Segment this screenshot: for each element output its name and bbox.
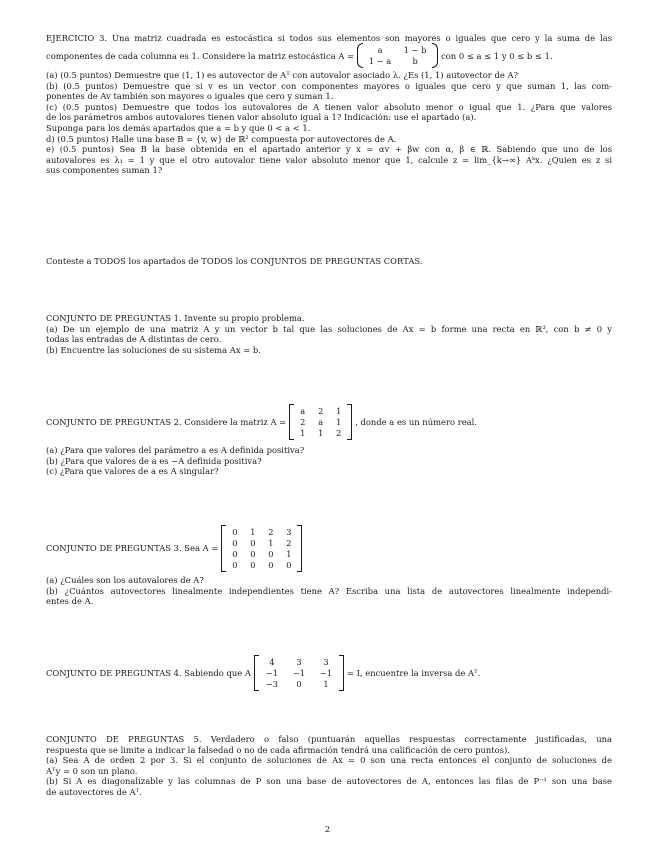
conjunto-3-item-b: (b) ¿Cuántos autovectores linealmente independientes tiene A? Escriba una lista de autovectores linealmente independi- [46,585,612,596]
conjunto-5-item-a-cont: Aᵀy = 0 son un plano. [46,765,138,776]
conjunto-2-item-b: (b) ¿Para que valores de a es −A definida positiva? [46,455,262,466]
stochastic-matrix [357,43,438,68]
conjunto-3-lead: CONJUNTO DE PREGUNTAS 3. Sea A = [46,543,219,553]
matrix-cell: 0 [250,559,256,570]
conjunto-3-item-a: (a) ¿Cuáles son los autovalores de A? [46,575,204,585]
ejercicio-3-item-a: (a) (0.5 puntos) Demuestre que (1, 1) es autovector de Aᵀ con autovalor asociado λ. ¿Es (1, 1) autovector de A? [46,70,518,80]
matrix-cell: a [300,406,306,416]
conjunto-4-matrix-row [46,653,480,693]
matrix-cell: 0 [232,548,238,559]
matrix-cell: 2 [300,417,306,427]
ejercicio-3-assumption: Suponga para los demás apartados que a = b y que 0 < a < 1. [46,122,311,133]
ejercicio-3-matrix-row [46,42,553,69]
matrix-cell: 0 [250,548,256,559]
conjunto-1 [46,313,612,355]
matrix-cell: 2 [286,537,292,548]
ejercicio-3-item-e-cont: autovalores es λ₁ = 1 y que el otro autovalor tiene valor absoluto menor que 1, calcule z = lim_{k→∞} Aᵏx. ¿Quien es z si [46,154,612,165]
conjunto-3-items [46,575,612,607]
matrix-given-3x3 [254,655,344,691]
ejercicio-3-item-b-cont: ponentes de Av también son mayores o iguales que cero y suman 1. [46,91,334,102]
matrix-cell: 2 [268,526,274,537]
matrix-cell: 0 [232,559,238,570]
conjunto-3-matrix-row [46,521,305,575]
conjunto-2-items [46,445,612,477]
conjunto-5-title: CONJUNTO DE PREGUNTAS 5. Verdadero o falso (puntuarán aquellas respuestas correctamente justificadas, una [46,734,612,744]
matrix-cell: 1 [336,417,342,427]
matrix-cell: 4 [269,657,275,667]
conjunto-1-item-a-cont: todas las entradas de A distintas de cero. [46,334,222,345]
conjunto-2-matrix-row [46,402,477,442]
ejercicio-3-intro-line-2: componentes de cada columna es 1. Considere la matriz estocástica A = [46,50,355,61]
instruccion [46,256,612,267]
matrix-a-4x4 [221,525,302,572]
page-number: 2 [324,824,331,834]
matrix-cell: b [412,56,418,66]
matrix-cell: 0 [268,548,274,559]
ejercicio-3-item-e: e) (0.5 puntos) Sea B la base obtenida en el apartado anterior y x = αv + βw con α, β ∈ ℝ. Sabiendo que uno de los [46,144,612,155]
matrix-cell: 0 [250,537,256,548]
matrix-cell: 1 [250,526,256,537]
matrix-cell: 3 [296,657,302,667]
matrix-cell: 2 [336,428,342,438]
conjunto-5 [46,734,612,798]
matrix-cell: 1 − b [403,45,427,55]
matrix-cell: 1 [268,537,274,548]
conjunto-3-item-b-cont: entes de A. [46,596,94,607]
conjunto-1-item-b: (b) Encuentre las soluciones de su sistema Ax = b. [46,344,261,355]
conjunto-4-lead: CONJUNTO DE PREGUNTAS 4. Sabiendo que A [46,668,251,678]
instruccion-text: Conteste a TODOS los apartados de TODOS los CONJUNTOS DE PREGUNTAS CORTAS. [46,256,423,266]
matrix-cell: 1 − a [368,56,392,66]
matrix-cell: 3 [286,526,292,537]
ejercicio-3-item-d: d) (0.5 puntos) Halle una base B = {v, w} de ℝ² compuesta por autovectores de A. [46,133,397,144]
matrix-cell: a [318,417,324,427]
conjunto-5-item-a: (a) Sea A de orden 2 por 3. Si el conjunto de soluciones de Ax = 0 son una recta entonces el conjunto de soluciones de [46,755,612,766]
matrix-cell: −1 [319,668,332,678]
conjunto-5-instructions: respuesta que se limite a indicar la falsedad o no de cada afirmación tendrá una calificación de cero puntos). [46,744,510,755]
matrix-cell: −1 [292,668,305,678]
ejercicio-3-intro-line-3: con 0 ≤ a ≤ 1 y 0 ≤ b ≤ 1. [441,50,553,61]
conjunto-1-item-a: (a) De un ejemplo de una matriz A y un vector b tal que las soluciones de Ax = b forme una recta en ℝ³, con b ≠ 0 y [46,323,612,334]
ejercicio-3-item-c: (c) (0.5 puntos) Demuestre que todos los autovalores de A tienen valor absoluto menor o igual que 1. ¿Para que valores [46,101,612,112]
conjunto-5-item-b-cont: de autovectores de Aᵀ. [46,786,142,797]
conjunto-2-item-c: (c) ¿Para que valores de a es A singular? [46,466,219,477]
conjunto-2-lead: CONJUNTO DE PREGUNTAS 2. Considere la matriz A = [46,417,287,427]
matrix-cell: 0 [268,559,274,570]
matrix-cell: 1 [300,428,306,438]
matrix-cell: −1 [265,668,278,678]
conjunto-4-tail: = I, encuentre la inversa de Aᵀ. [346,668,481,678]
matrix-cell: 1 [336,406,342,416]
conjunto-2-tail: , donde a es un número real. [355,417,477,427]
matrix-cell: a [377,45,383,55]
matrix-cell: 0 [232,526,238,537]
matrix-cell: 0 [286,559,292,570]
matrix-cell: 1 [323,679,329,689]
matrix-cell: 2 [318,406,324,416]
conjunto-1-title: CONJUNTO DE PREGUNTAS 1. Invente su propio problema. [46,313,305,323]
matrix-cell: −3 [265,679,278,689]
conjunto-2-item-a: (a) ¿Para que valores del parámetro a es A definida positiva? [46,445,305,455]
ejercicio-3-item-c-cont: de los parámetros ambos autovalores tienen valor absoluto igual a 1? Indicación: use el apartado (a). [46,112,477,123]
matrix-cell: 1 [286,548,292,559]
ejercicio-3-item-e-end: sus componentes suman 1? [46,165,163,176]
ejercicio-3-item-b: (b) (0.5 puntos) Demuestre que si v es un vector con componentes mayores o iguales que cero y que suman 1, las com- [46,80,612,91]
matrix-cell: 0 [296,679,302,689]
ejercicio-3-intro-line-1: EJERCICIO 3. Una matriz cuadrada es estocástica si todos sus elementos son mayores o iguales que cero y la suma de las [46,33,612,43]
matrix-cell: 3 [323,657,329,667]
matrix-cell: 1 [318,428,324,438]
matrix-a-3x3 [289,404,352,440]
conjunto-5-item-b: (b) Si A es diagonalizable y las columnas de P son una base de autovectores de A, entonces las filas de P⁻¹ son una base [46,776,612,787]
matrix-cell: 0 [232,537,238,548]
ejercicio-3-items [46,70,612,176]
